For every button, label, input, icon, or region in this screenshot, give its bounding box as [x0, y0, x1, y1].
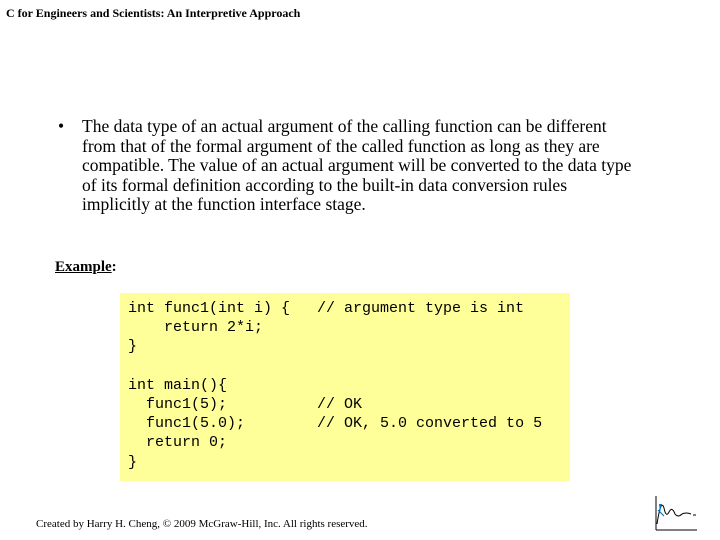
code-line: }	[128, 453, 138, 471]
bullet-text: The data type of an actual argument of the calling function can be different from that of the formal argument of the called function as long as they are compatible. The value of an actual argument will be converted to the data type of its formal definition according to the built-in data conversion rules implicitly at the function interface stage.	[82, 116, 632, 214]
code-line: }	[128, 338, 138, 356]
bullet-icon: •	[58, 116, 65, 136]
code-line: func1(5.0); // OK, 5.0 converted to 5	[128, 415, 543, 433]
example-label-colon: :	[111, 259, 117, 275]
publisher-logo-icon	[653, 494, 699, 532]
code-block	[120, 293, 570, 481]
slide-header-title: C for Engineers and Scientists: An Interpretive Approach	[6, 6, 301, 20]
code-line: int func1(int i) { // argument type is int	[128, 300, 525, 317]
bullet-point	[58, 117, 638, 215]
example-label-text: Example	[55, 259, 112, 275]
code-line: func1(5); // OK	[128, 396, 363, 414]
footer-credit: Created by Harry H. Cheng, © 2009 McGraw-Hill, Inc. All rights reserved.	[36, 518, 368, 530]
code-line: return 0;	[128, 434, 228, 452]
example-label	[55, 259, 117, 276]
code-line: int main(){	[128, 376, 228, 394]
code-line: return 2*i;	[128, 319, 264, 337]
code-text	[128, 299, 542, 472]
